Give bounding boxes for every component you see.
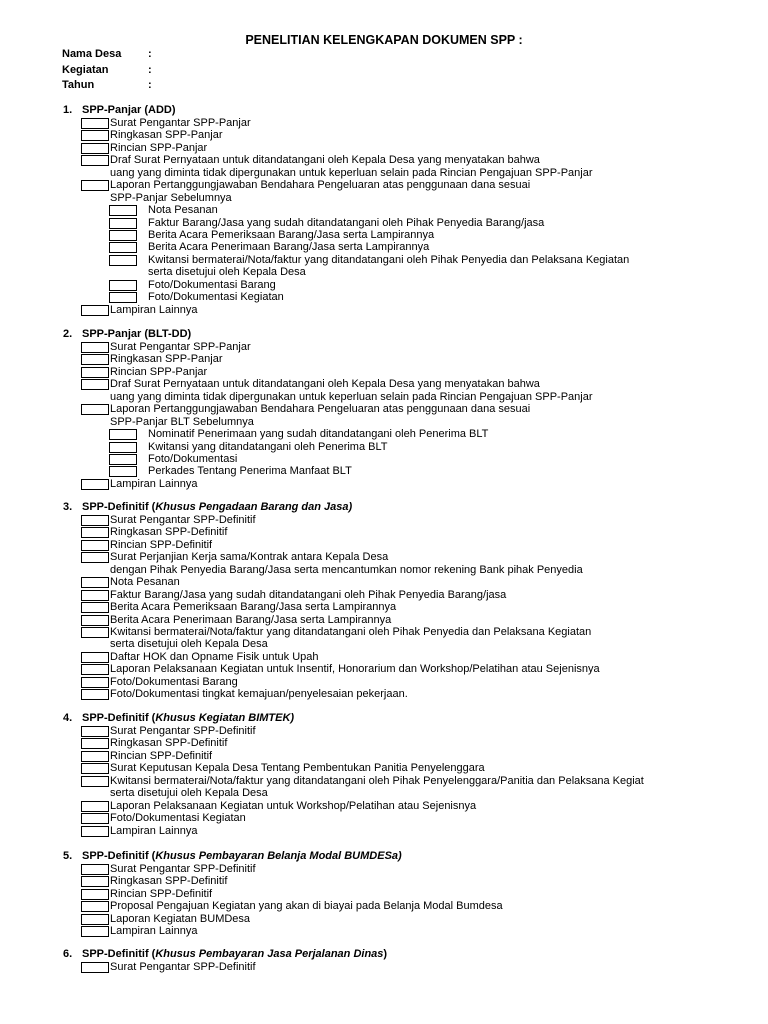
section-title-italic: Khusus Pembayaran Belanja Modal BUMDESa): [155, 850, 402, 862]
checkbox[interactable]: [109, 442, 137, 453]
checkbox[interactable]: [109, 280, 137, 291]
checklist-item-text: Daftar HOK dan Opname Fisik untuk Upah: [110, 651, 319, 663]
checklist-item-text: Kwitansi yang ditandatangani oleh Penerima BLT: [148, 441, 388, 453]
checklist-item-text: uang yang diminta tidak dipergunakan untuk keperluan selain pada Rincian Pengajuan SPP-Panjar: [110, 391, 593, 403]
checklist-item-text: Laporan Pelaksanaan Kegiatan untuk Workshop/Pelatihan atau Sejenisnya: [110, 800, 477, 812]
checkbox[interactable]: [81, 864, 109, 875]
checklist-item-text: Foto/Dokumentasi Barang: [110, 676, 238, 688]
section-number: 5.: [63, 850, 73, 862]
checklist-item-text: Berita Acara Penerimaan Barang/Jasa serta Lampirannya: [110, 614, 392, 626]
checkbox[interactable]: [81, 615, 109, 626]
checklist-item-text: Laporan Pertanggungjawaban Bendahara Pengeluaran atas penggunaan dana sesuai: [110, 403, 531, 415]
checklist-item-text: Proposal Pengajuan Kegiatan yang akan di biayai pada Belanja Modal Bumdesa: [110, 900, 503, 912]
checkbox[interactable]: [81, 677, 109, 688]
checklist-item-text: Draf Surat Pernyataan untuk ditandatangani oleh Kepala Desa yang menyatakan bahwa: [110, 154, 540, 166]
checklist-item-text: Faktur Barang/Jasa yang sudah ditandatangani oleh Pihak Penyedia Barang/jasa: [148, 217, 545, 229]
checklist-item-text: Surat Keputusan Kepala Desa Tentang Pembentukan Panitia Penyelenggara: [110, 762, 485, 774]
section-title-italic: Khusus Pengadaan Barang dan Jasa): [155, 501, 353, 513]
checkbox[interactable]: [81, 664, 109, 675]
checkbox[interactable]: [81, 577, 109, 588]
checklist-item-text: Surat Pengantar SPP-Definitif: [110, 961, 256, 973]
checklist-item-text: Rincian SPP-Definitif: [110, 539, 213, 551]
section-number: 6.: [63, 948, 73, 960]
checklist-item-text: Ringkasan SPP-Panjar: [110, 353, 223, 365]
checkbox[interactable]: [81, 926, 109, 937]
field-label-kegiatan: Kegiatan: [62, 64, 109, 76]
checklist-item-text: Laporan Pertanggungjawaban Bendahara Pengeluaran atas penggunaan dana sesuai: [110, 179, 531, 191]
checklist-item-text: Foto/Dokumentasi: [148, 453, 238, 465]
checklist-item-text: Foto/Dokumentasi Kegiatan: [110, 812, 246, 824]
checkbox[interactable]: [81, 479, 109, 490]
section-number: 4.: [63, 712, 73, 724]
checkbox[interactable]: [81, 763, 109, 774]
checklist-item-text: Rincian SPP-Definitif: [110, 888, 213, 900]
checkbox[interactable]: [81, 527, 109, 538]
field-colon: :: [148, 64, 152, 76]
checkbox[interactable]: [109, 466, 137, 477]
checklist-item-text: Surat Pengantar SPP-Panjar: [110, 117, 251, 129]
checklist-item-text: Foto/Dokumentasi tingkat kemajuan/penyelesaian pekerjaan.: [110, 688, 408, 700]
checkbox[interactable]: [81, 826, 109, 837]
checkbox[interactable]: [81, 889, 109, 900]
checkbox[interactable]: [109, 205, 137, 216]
checklist-item-text: SPP-Panjar BLT Sebelumnya: [110, 416, 254, 428]
checklist-item-text: SPP-Panjar Sebelumnya: [110, 192, 232, 204]
checkbox[interactable]: [109, 292, 137, 303]
checkbox[interactable]: [81, 367, 109, 378]
checkbox[interactable]: [109, 454, 137, 465]
checklist-item-text: Nota Pesanan: [110, 576, 180, 588]
section-title-italic: Khusus Kegiatan BIMTEK): [155, 712, 295, 724]
checklist-item-text: Foto/Dokumentasi Barang: [148, 279, 276, 291]
section-title: [63, 712, 294, 724]
checkbox[interactable]: [81, 738, 109, 749]
checklist-item-text: Lampiran Lainnya: [110, 825, 198, 837]
section-number: 1.: [63, 104, 73, 116]
checklist-item-text: Nota Pesanan: [148, 204, 218, 216]
checkbox[interactable]: [81, 901, 109, 912]
checklist-item-text: Rincian SPP-Definitif: [110, 750, 213, 762]
checkbox[interactable]: [81, 914, 109, 925]
checklist-item-text: dengan Pihak Penyedia Barang/Jasa serta mencantumkan nomor rekening Bank pihak Penyedia: [110, 564, 583, 576]
checkbox[interactable]: [109, 230, 137, 241]
checkbox[interactable]: [81, 118, 109, 129]
checkbox[interactable]: [81, 379, 109, 390]
section-title-text: SPP-Definitif (: [82, 948, 156, 960]
field-label-nama-desa: Nama Desa: [62, 48, 122, 60]
section-title: [63, 328, 191, 340]
checklist-item-text: Lampiran Lainnya: [110, 304, 198, 316]
section-number: 2.: [63, 328, 73, 340]
checkbox[interactable]: [81, 627, 109, 638]
section-title-text: SPP-Definitif (: [82, 850, 156, 862]
checklist-item-text: Surat Perjanjian Kerja sama/Kontrak antara Kepala Desa: [110, 551, 389, 563]
checklist-item-text: Kwitansi bermaterai/Nota/faktur yang ditandatangani oleh Pihak Penyedia dan Pelaksana Kegiatan: [110, 626, 592, 638]
document-title: PENELITIAN KELENGKAPAN DOKUMEN SPP :: [245, 33, 523, 47]
field-colon: :: [148, 79, 152, 91]
checklist-item-text: Surat Pengantar SPP-Definitif: [110, 514, 256, 526]
checklist-item-text: Foto/Dokumentasi Kegiatan: [148, 291, 284, 303]
checkbox[interactable]: [81, 962, 109, 973]
section-title-text: SPP-Panjar (BLT-DD): [82, 328, 192, 340]
field-label-tahun: Tahun: [62, 79, 95, 91]
checklist-item-text: Surat Pengantar SPP-Definitif: [110, 725, 256, 737]
checklist-item-text: Laporan Pelaksanaan Kegiatan untuk Insentif, Honorarium dan Workshop/Pelatihan atau Sejenisnya: [110, 663, 600, 675]
section-title-text: SPP-Panjar (ADD): [82, 104, 176, 116]
checkbox[interactable]: [81, 180, 109, 191]
section-title: [63, 104, 176, 116]
section-title: [63, 948, 387, 960]
checkbox[interactable]: [81, 305, 109, 316]
checklist-item-text: Berita Acara Pemeriksaan Barang/Jasa serta Lampirannya: [148, 229, 435, 241]
checkbox[interactable]: [81, 552, 109, 563]
section-title-suffix: ): [383, 948, 388, 960]
checkbox[interactable]: [81, 143, 109, 154]
checkbox[interactable]: [81, 776, 109, 787]
checkbox[interactable]: [81, 652, 109, 663]
checklist-item-text: Kwitansi bermaterai/Nota/faktur yang ditandatangani oleh Pihak Penyelenggara/Panitia dan Pelaksana Kegiat: [110, 775, 644, 787]
checkbox[interactable]: [81, 876, 109, 887]
checklist-item-text: Ringkasan SPP-Definitif: [110, 737, 228, 749]
checkbox[interactable]: [81, 590, 109, 601]
section-title-italic: Khusus Pembayaran Jasa Perjalanan Dinas: [155, 948, 384, 960]
checklist-item-text: Berita Acara Pemeriksaan Barang/Jasa serta Lampirannya: [110, 601, 397, 613]
checkbox[interactable]: [81, 540, 109, 551]
checklist-item-text: serta disetujui oleh Kepala Desa: [110, 638, 268, 650]
checklist-item-text: Kwitansi bermaterai/Nota/faktur yang ditandatangani oleh Pihak Penyedia dan Pelaksana Kegiatan: [148, 254, 630, 266]
checkbox[interactable]: [81, 515, 109, 526]
checkbox[interactable]: [81, 404, 109, 415]
checklist-item-text: Laporan Kegiatan BUMDesa: [110, 913, 251, 925]
section-title: [63, 850, 402, 862]
checkbox[interactable]: [81, 130, 109, 141]
checklist-item-text: Faktur Barang/Jasa yang sudah ditandatangani oleh Pihak Penyedia Barang/jasa: [110, 589, 507, 601]
section-title-text: SPP-Definitif (: [82, 501, 156, 513]
checklist-item-text: Ringkasan SPP-Panjar: [110, 129, 223, 141]
checklist-item-text: Berita Acara Penerimaan Barang/Jasa serta Lampirannya: [148, 241, 430, 253]
checklist-item-text: Lampiran Lainnya: [110, 925, 198, 937]
checkbox[interactable]: [81, 801, 109, 812]
checkbox[interactable]: [81, 354, 109, 365]
checkbox[interactable]: [81, 155, 109, 166]
checkbox[interactable]: [81, 726, 109, 737]
checklist-item-text: serta disetujui oleh Kepala Desa: [110, 787, 268, 799]
checklist-item-text: Rincian SPP-Panjar: [110, 142, 208, 154]
field-colon: :: [148, 48, 152, 60]
checklist-item-text: Rincian SPP-Panjar: [110, 366, 208, 378]
checklist-item-text: Lampiran Lainnya: [110, 478, 198, 490]
checkbox[interactable]: [81, 342, 109, 353]
section-title: [63, 501, 352, 513]
checklist-item-text: Surat Pengantar SPP-Panjar: [110, 341, 251, 353]
checklist-item-text: Ringkasan SPP-Definitif: [110, 875, 228, 887]
checkbox[interactable]: [109, 255, 137, 266]
checkbox[interactable]: [81, 751, 109, 762]
checklist-item-text: Surat Pengantar SPP-Definitif: [110, 863, 256, 875]
checkbox[interactable]: [109, 218, 137, 229]
checklist-item-text: serta disetujui oleh Kepala Desa: [148, 266, 306, 278]
section-title-text: SPP-Definitif (: [82, 712, 156, 724]
checklist-item-text: Perkades Tentang Penerima Manfaat BLT: [148, 465, 352, 477]
checkbox[interactable]: [81, 689, 109, 700]
checklist-item-text: Nominatif Penerimaan yang sudah ditandatangani oleh Penerima BLT: [148, 428, 489, 440]
checklist-item-text: Ringkasan SPP-Definitif: [110, 526, 228, 538]
section-number: 3.: [63, 501, 73, 513]
checkbox[interactable]: [109, 429, 137, 440]
checklist-item-text: Draf Surat Pernyataan untuk ditandatangani oleh Kepala Desa yang menyatakan bahwa: [110, 378, 540, 390]
checkbox[interactable]: [109, 242, 137, 253]
checkbox[interactable]: [81, 813, 109, 824]
checkbox[interactable]: [81, 602, 109, 613]
checklist-item-text: uang yang diminta tidak dipergunakan untuk keperluan selain pada Rincian Pengajuan SPP-Panjar: [110, 167, 593, 179]
